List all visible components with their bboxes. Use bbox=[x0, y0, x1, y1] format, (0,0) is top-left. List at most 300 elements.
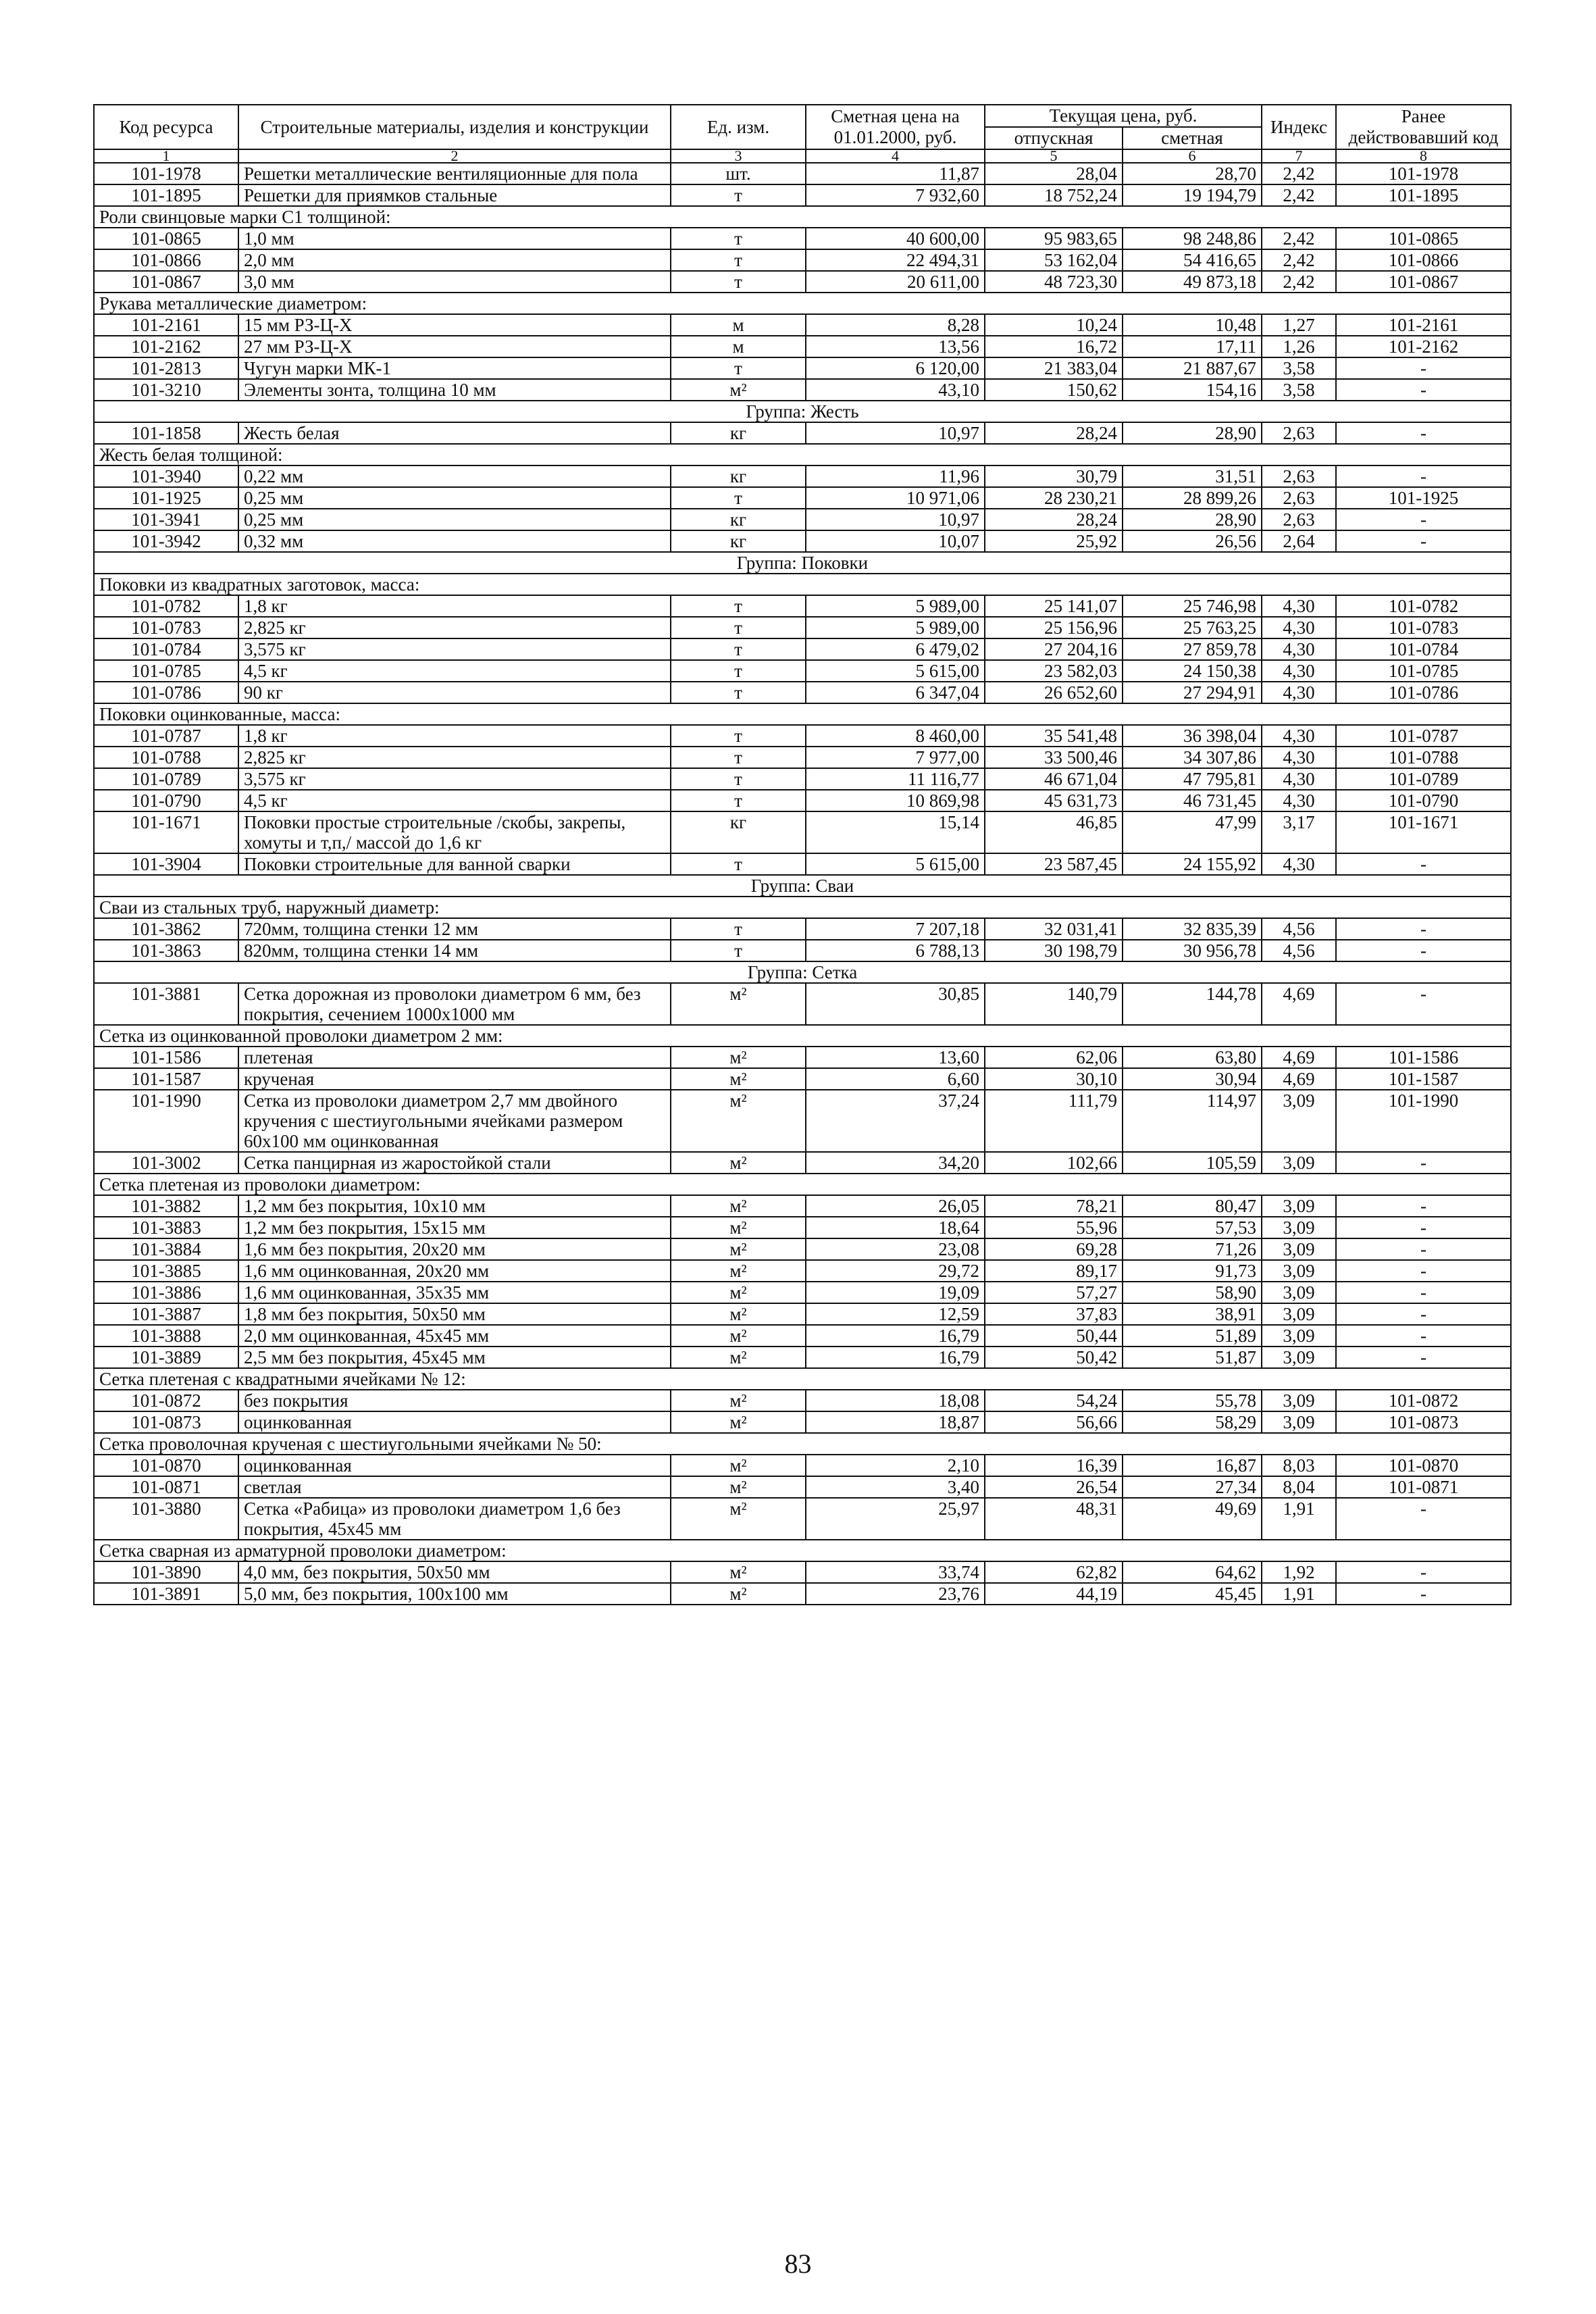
material-name-cell: Сетка «Рабица» из проволоки диаметром 1,6 без покрытия, 45х45 мм bbox=[238, 1498, 671, 1540]
material-name-cell: 90 кг bbox=[238, 682, 671, 703]
estimate-price-cell: 55,78 bbox=[1123, 1390, 1262, 1411]
resource-code-cell: 101-2813 bbox=[94, 357, 238, 379]
resource-code-cell: 101-3889 bbox=[94, 1347, 238, 1368]
resource-code-cell: 101-0785 bbox=[94, 660, 238, 682]
page-number: 83 bbox=[784, 2248, 812, 2279]
release-price-cell: 56,66 bbox=[985, 1411, 1123, 1433]
resource-code-cell: 101-0784 bbox=[94, 638, 238, 660]
unit-cell: м² bbox=[671, 1561, 806, 1583]
price-index-cell: 4,30 bbox=[1262, 682, 1336, 703]
unit-cell: т bbox=[671, 768, 806, 790]
table-row bbox=[94, 357, 1511, 379]
estimate-price-cell: 58,29 bbox=[1123, 1411, 1262, 1433]
table-row bbox=[94, 1152, 1511, 1174]
release-price-cell: 55,96 bbox=[985, 1217, 1123, 1238]
unit-cell: т bbox=[671, 660, 806, 682]
unit-cell: м² bbox=[671, 1390, 806, 1411]
material-name-cell: Решетки для приямков стальные bbox=[238, 184, 671, 206]
table-row bbox=[94, 1390, 1511, 1411]
previous-code-cell: 101-0866 bbox=[1336, 249, 1511, 271]
resource-code-cell: 101-3210 bbox=[94, 379, 238, 401]
previous-code-cell: 101-1990 bbox=[1336, 1090, 1511, 1152]
base-price-cell: 5 989,00 bbox=[806, 617, 985, 638]
unit-cell: т bbox=[671, 228, 806, 249]
estimate-price-cell: 105,59 bbox=[1123, 1152, 1262, 1174]
base-price-cell: 13,60 bbox=[806, 1047, 985, 1068]
estimate-price-cell: 45,45 bbox=[1123, 1583, 1262, 1605]
unit-cell: кг bbox=[671, 422, 806, 444]
release-price-cell: 48 723,30 bbox=[985, 271, 1123, 293]
release-price-cell: 23 587,45 bbox=[985, 853, 1123, 875]
table-row bbox=[94, 1195, 1511, 1217]
previous-code-cell: 101-1587 bbox=[1336, 1068, 1511, 1090]
group-row bbox=[94, 552, 1511, 574]
material-name-cell: 2,825 кг bbox=[238, 617, 671, 638]
price-index-cell: 2,42 bbox=[1262, 271, 1336, 293]
material-name-cell: оцинкованная bbox=[238, 1411, 671, 1433]
resource-code-cell: 101-0870 bbox=[94, 1455, 238, 1476]
base-price-cell: 10 869,98 bbox=[806, 790, 985, 811]
subsection-row bbox=[94, 1368, 1511, 1390]
table-row bbox=[94, 1303, 1511, 1325]
header-code: Код ресурса bbox=[94, 105, 238, 149]
table-row bbox=[94, 595, 1511, 617]
previous-code-cell: - bbox=[1336, 1152, 1511, 1174]
resource-code-cell: 101-2161 bbox=[94, 314, 238, 336]
price-index-cell: 1,92 bbox=[1262, 1561, 1336, 1583]
table-row bbox=[94, 1068, 1511, 1090]
estimate-price-cell: 21 887,67 bbox=[1123, 357, 1262, 379]
price-index-cell: 2,42 bbox=[1262, 228, 1336, 249]
previous-code-cell: 101-0872 bbox=[1336, 1390, 1511, 1411]
release-price-cell: 35 541,48 bbox=[985, 725, 1123, 747]
base-price-cell: 6 120,00 bbox=[806, 357, 985, 379]
unit-cell: шт. bbox=[671, 163, 806, 184]
release-price-cell: 48,31 bbox=[985, 1498, 1123, 1540]
unit-cell: м² bbox=[671, 1217, 806, 1238]
release-price-cell: 45 631,73 bbox=[985, 790, 1123, 811]
unit-cell: кг bbox=[671, 530, 806, 552]
previous-code-cell: 101-1895 bbox=[1336, 184, 1511, 206]
unit-cell: м² bbox=[671, 1282, 806, 1303]
group-title: Группа: Поковки bbox=[94, 552, 1511, 574]
resource-code-cell: 101-0866 bbox=[94, 249, 238, 271]
resource-code-cell: 101-3891 bbox=[94, 1583, 238, 1605]
group-title: Группа: Сваи bbox=[94, 875, 1511, 897]
estimate-price-cell: 28,70 bbox=[1123, 163, 1262, 184]
resource-code-cell: 101-3885 bbox=[94, 1260, 238, 1282]
column-number: 1 bbox=[94, 149, 238, 163]
table-row bbox=[94, 1282, 1511, 1303]
previous-code-cell: - bbox=[1336, 379, 1511, 401]
material-name-cell: 3,575 кг bbox=[238, 638, 671, 660]
table-row bbox=[94, 1455, 1511, 1476]
base-price-cell: 25,97 bbox=[806, 1498, 985, 1540]
subsection-row bbox=[94, 574, 1511, 595]
release-price-cell: 54,24 bbox=[985, 1390, 1123, 1411]
material-name-cell: Поковки простые строительные /скобы, закрепы, хомуты и т,п,/ массой до 1,6 кг bbox=[238, 811, 671, 853]
release-price-cell: 57,27 bbox=[985, 1282, 1123, 1303]
material-name-cell: Сетка дорожная из проволоки диаметром 6 мм, без покрытия, сечением 1000х1000 мм bbox=[238, 983, 671, 1025]
material-name-cell: 1,8 кг bbox=[238, 595, 671, 617]
material-name-cell: Поковки строительные для ванной сварки bbox=[238, 853, 671, 875]
resource-code-cell: 101-1858 bbox=[94, 422, 238, 444]
group-title: Группа: Жесть bbox=[94, 401, 1511, 422]
material-name-cell: Жесть белая bbox=[238, 422, 671, 444]
table-row bbox=[94, 790, 1511, 811]
column-number: 7 bbox=[1262, 149, 1336, 163]
base-price-cell: 6 479,02 bbox=[806, 638, 985, 660]
release-price-cell: 37,83 bbox=[985, 1303, 1123, 1325]
previous-code-cell: - bbox=[1336, 1195, 1511, 1217]
base-price-cell: 11 116,77 bbox=[806, 768, 985, 790]
previous-code-cell: 101-0790 bbox=[1336, 790, 1511, 811]
material-name-cell: 2,0 мм bbox=[238, 249, 671, 271]
release-price-cell: 27 204,16 bbox=[985, 638, 1123, 660]
release-price-cell: 28,04 bbox=[985, 163, 1123, 184]
previous-code-cell: - bbox=[1336, 1282, 1511, 1303]
material-name-cell: 3,575 кг bbox=[238, 768, 671, 790]
previous-code-cell: 101-0783 bbox=[1336, 617, 1511, 638]
price-index-cell: 4,30 bbox=[1262, 595, 1336, 617]
resource-code-cell: 101-0865 bbox=[94, 228, 238, 249]
base-price-cell: 7 207,18 bbox=[806, 918, 985, 940]
material-name-cell: оцинкованная bbox=[238, 1455, 671, 1476]
resource-code-cell: 101-3884 bbox=[94, 1238, 238, 1260]
subsection-title: Поковки из квадратных заготовок, масса: bbox=[94, 574, 1511, 595]
release-price-cell: 25 141,07 bbox=[985, 595, 1123, 617]
header-prev-code: Ранее действовавший код bbox=[1336, 105, 1511, 149]
price-index-cell: 3,58 bbox=[1262, 357, 1336, 379]
unit-cell: т bbox=[671, 940, 806, 961]
unit-cell: т bbox=[671, 918, 806, 940]
table-row bbox=[94, 1411, 1511, 1433]
material-name-cell: 1,2 мм без покрытия, 10х10 мм bbox=[238, 1195, 671, 1217]
estimate-price-cell: 26,56 bbox=[1123, 530, 1262, 552]
previous-code-cell: - bbox=[1336, 1583, 1511, 1605]
column-number: 8 bbox=[1336, 149, 1511, 163]
material-name-cell: 0,22 мм bbox=[238, 466, 671, 487]
unit-cell: м² bbox=[671, 1411, 806, 1433]
unit-cell: кг bbox=[671, 509, 806, 530]
release-price-cell: 32 031,41 bbox=[985, 918, 1123, 940]
previous-code-cell: - bbox=[1336, 1217, 1511, 1238]
resource-code-cell: 101-3904 bbox=[94, 853, 238, 875]
release-price-cell: 50,42 bbox=[985, 1347, 1123, 1368]
unit-cell: м² bbox=[671, 1498, 806, 1540]
base-price-cell: 2,10 bbox=[806, 1455, 985, 1476]
unit-cell: кг bbox=[671, 466, 806, 487]
header-release-price: отпускная bbox=[985, 127, 1123, 149]
base-price-cell: 30,85 bbox=[806, 983, 985, 1025]
table-row bbox=[94, 1476, 1511, 1498]
column-number: 2 bbox=[238, 149, 671, 163]
estimate-price-cell: 24 150,38 bbox=[1123, 660, 1262, 682]
estimate-price-cell: 27 859,78 bbox=[1123, 638, 1262, 660]
estimate-price-cell: 47 795,81 bbox=[1123, 768, 1262, 790]
unit-cell: т bbox=[671, 595, 806, 617]
release-price-cell: 30,10 bbox=[985, 1068, 1123, 1090]
price-index-cell: 1,91 bbox=[1262, 1583, 1336, 1605]
table-row bbox=[94, 747, 1511, 768]
material-name-cell: плетеная bbox=[238, 1047, 671, 1068]
base-price-cell: 3,40 bbox=[806, 1476, 985, 1498]
material-name-cell: 4,0 мм, без покрытия, 50х50 мм bbox=[238, 1561, 671, 1583]
price-index-cell: 4,56 bbox=[1262, 918, 1336, 940]
release-price-cell: 50,44 bbox=[985, 1325, 1123, 1347]
subsection-title: Жесть белая толщиной: bbox=[94, 444, 1511, 466]
price-index-cell: 1,91 bbox=[1262, 1498, 1336, 1540]
previous-code-cell: - bbox=[1336, 422, 1511, 444]
header-current-price: Текущая цена, руб. bbox=[985, 105, 1262, 127]
table-row bbox=[94, 1217, 1511, 1238]
material-name-cell: 3,0 мм bbox=[238, 271, 671, 293]
release-price-cell: 25 156,96 bbox=[985, 617, 1123, 638]
previous-code-cell: - bbox=[1336, 357, 1511, 379]
base-price-cell: 10 971,06 bbox=[806, 487, 985, 509]
unit-cell: т bbox=[671, 790, 806, 811]
base-price-cell: 16,79 bbox=[806, 1325, 985, 1347]
release-price-cell: 62,82 bbox=[985, 1561, 1123, 1583]
resource-code-cell: 101-3881 bbox=[94, 983, 238, 1025]
release-price-cell: 62,06 bbox=[985, 1047, 1123, 1068]
price-index-cell: 2,63 bbox=[1262, 487, 1336, 509]
material-name-cell: 1,6 мм оцинкованная, 20х20 мм bbox=[238, 1260, 671, 1282]
price-index-cell: 3,09 bbox=[1262, 1303, 1336, 1325]
unit-cell: м² bbox=[671, 1325, 806, 1347]
resource-code-cell: 101-0786 bbox=[94, 682, 238, 703]
material-name-cell: 5,0 мм, без покрытия, 100х100 мм bbox=[238, 1583, 671, 1605]
price-index-cell: 3,09 bbox=[1262, 1411, 1336, 1433]
price-index-cell: 3,09 bbox=[1262, 1090, 1336, 1152]
price-index-cell: 2,64 bbox=[1262, 530, 1336, 552]
estimate-price-cell: 25 746,98 bbox=[1123, 595, 1262, 617]
subsection-title: Поковки оцинкованные, масса: bbox=[94, 703, 1511, 725]
resource-code-cell: 101-3888 bbox=[94, 1325, 238, 1347]
material-name-cell: 1,0 мм bbox=[238, 228, 671, 249]
release-price-cell: 69,28 bbox=[985, 1238, 1123, 1260]
previous-code-cell: - bbox=[1336, 918, 1511, 940]
price-index-cell: 3,09 bbox=[1262, 1390, 1336, 1411]
material-name-cell: 1,2 мм без покрытия, 15х15 мм bbox=[238, 1217, 671, 1238]
table-row bbox=[94, 163, 1511, 184]
unit-cell: м² bbox=[671, 1047, 806, 1068]
estimate-price-cell: 46 731,45 bbox=[1123, 790, 1262, 811]
resource-code-cell: 101-2162 bbox=[94, 336, 238, 357]
column-number: 3 bbox=[671, 149, 806, 163]
release-price-cell: 46 671,04 bbox=[985, 768, 1123, 790]
estimate-price-cell: 28 899,26 bbox=[1123, 487, 1262, 509]
previous-code-cell: 101-1671 bbox=[1336, 811, 1511, 853]
release-price-cell: 10,24 bbox=[985, 314, 1123, 336]
release-price-cell: 140,79 bbox=[985, 983, 1123, 1025]
table-row bbox=[94, 983, 1511, 1025]
table-row bbox=[94, 940, 1511, 961]
material-name-cell: 2,0 мм оцинкованная, 45х45 мм bbox=[238, 1325, 671, 1347]
release-price-cell: 46,85 bbox=[985, 811, 1123, 853]
resource-code-cell: 101-3002 bbox=[94, 1152, 238, 1174]
unit-cell: кг bbox=[671, 811, 806, 853]
unit-cell: м² bbox=[671, 1583, 806, 1605]
resource-code-cell: 101-3882 bbox=[94, 1195, 238, 1217]
table-row bbox=[94, 466, 1511, 487]
subsection-row bbox=[94, 1540, 1511, 1561]
unit-cell: м bbox=[671, 314, 806, 336]
resource-code-cell: 101-0782 bbox=[94, 595, 238, 617]
base-price-cell: 5 615,00 bbox=[806, 660, 985, 682]
release-price-cell: 33 500,46 bbox=[985, 747, 1123, 768]
price-index-cell: 2,42 bbox=[1262, 184, 1336, 206]
unit-cell: м² bbox=[671, 1090, 806, 1152]
table-row bbox=[94, 1238, 1511, 1260]
resource-code-cell: 101-1587 bbox=[94, 1068, 238, 1090]
estimate-price-cell: 47,99 bbox=[1123, 811, 1262, 853]
base-price-cell: 10,97 bbox=[806, 422, 985, 444]
estimate-price-cell: 30 956,78 bbox=[1123, 940, 1262, 961]
estimate-price-cell: 91,73 bbox=[1123, 1260, 1262, 1282]
price-index-cell: 4,30 bbox=[1262, 638, 1336, 660]
release-price-cell: 18 752,24 bbox=[985, 184, 1123, 206]
table-row bbox=[94, 314, 1511, 336]
resource-code-cell: 101-0790 bbox=[94, 790, 238, 811]
unit-cell: м² bbox=[671, 1195, 806, 1217]
previous-code-cell: 101-0785 bbox=[1336, 660, 1511, 682]
previous-code-cell: - bbox=[1336, 466, 1511, 487]
material-name-cell: 0,25 мм bbox=[238, 487, 671, 509]
release-price-cell: 150,62 bbox=[985, 379, 1123, 401]
previous-code-cell: 101-0789 bbox=[1336, 768, 1511, 790]
estimate-price-cell: 63,80 bbox=[1123, 1047, 1262, 1068]
base-price-cell: 11,87 bbox=[806, 163, 985, 184]
table-row bbox=[94, 1047, 1511, 1068]
price-index-cell: 3,09 bbox=[1262, 1195, 1336, 1217]
unit-cell: м² bbox=[671, 1152, 806, 1174]
release-price-cell: 26,54 bbox=[985, 1476, 1123, 1498]
resource-code-cell: 101-3863 bbox=[94, 940, 238, 961]
unit-cell: м² bbox=[671, 1455, 806, 1476]
table-body bbox=[94, 163, 1511, 1605]
previous-code-cell: 101-1925 bbox=[1336, 487, 1511, 509]
subsection-row bbox=[94, 293, 1511, 314]
previous-code-cell: - bbox=[1336, 1260, 1511, 1282]
base-price-cell: 18,87 bbox=[806, 1411, 985, 1433]
release-price-cell: 16,72 bbox=[985, 336, 1123, 357]
table-row bbox=[94, 682, 1511, 703]
base-price-cell: 7 977,00 bbox=[806, 747, 985, 768]
estimate-price-cell: 49,69 bbox=[1123, 1498, 1262, 1540]
resource-code-cell: 101-1895 bbox=[94, 184, 238, 206]
price-index-cell: 4,56 bbox=[1262, 940, 1336, 961]
material-name-cell: 1,6 мм оцинкованная, 35х35 мм bbox=[238, 1282, 671, 1303]
unit-cell: т bbox=[671, 487, 806, 509]
previous-code-cell: 101-2161 bbox=[1336, 314, 1511, 336]
subsection-title: Рукава металлические диаметром: bbox=[94, 293, 1511, 314]
price-index-cell: 4,69 bbox=[1262, 983, 1336, 1025]
release-price-cell: 23 582,03 bbox=[985, 660, 1123, 682]
base-price-cell: 33,74 bbox=[806, 1561, 985, 1583]
table-row bbox=[94, 271, 1511, 293]
base-price-cell: 11,96 bbox=[806, 466, 985, 487]
previous-code-cell: - bbox=[1336, 1347, 1511, 1368]
resource-code-cell: 101-1671 bbox=[94, 811, 238, 853]
unit-cell: т bbox=[671, 271, 806, 293]
previous-code-cell: - bbox=[1336, 1325, 1511, 1347]
material-name-cell: 4,5 кг bbox=[238, 660, 671, 682]
material-name-cell: Чугун марки МК-1 bbox=[238, 357, 671, 379]
subsection-title: Сетка из оцинкованной проволоки диаметром 2 мм: bbox=[94, 1025, 1511, 1047]
unit-cell: м² bbox=[671, 983, 806, 1025]
base-price-cell: 18,64 bbox=[806, 1217, 985, 1238]
price-index-cell: 3,09 bbox=[1262, 1347, 1336, 1368]
table-row bbox=[94, 422, 1511, 444]
previous-code-cell: - bbox=[1336, 509, 1511, 530]
previous-code-cell: - bbox=[1336, 1238, 1511, 1260]
material-name-cell: 0,32 мм bbox=[238, 530, 671, 552]
table-row bbox=[94, 1561, 1511, 1583]
price-index-cell: 3,09 bbox=[1262, 1260, 1336, 1282]
estimate-price-cell: 64,62 bbox=[1123, 1561, 1262, 1583]
header-unit: Ед. изм. bbox=[671, 105, 806, 149]
unit-cell: м² bbox=[671, 379, 806, 401]
estimate-price-cell: 144,78 bbox=[1123, 983, 1262, 1025]
unit-cell: м² bbox=[671, 1476, 806, 1498]
resource-code-cell: 101-0787 bbox=[94, 725, 238, 747]
estimate-price-cell: 51,87 bbox=[1123, 1347, 1262, 1368]
unit-cell: т bbox=[671, 853, 806, 875]
price-index-cell: 4,30 bbox=[1262, 660, 1336, 682]
release-price-cell: 30,79 bbox=[985, 466, 1123, 487]
resource-code-cell: 101-3887 bbox=[94, 1303, 238, 1325]
price-table bbox=[93, 104, 1512, 1605]
material-name-cell: Сетка из проволоки диаметром 2,7 мм двойного кручения с шестиугольными ячейками размером 60х100 мм оцинкованная bbox=[238, 1090, 671, 1152]
resource-code-cell: 101-3862 bbox=[94, 918, 238, 940]
base-price-cell: 40 600,00 bbox=[806, 228, 985, 249]
base-price-cell: 37,24 bbox=[806, 1090, 985, 1152]
material-name-cell: 0,25 мм bbox=[238, 509, 671, 530]
price-index-cell: 2,42 bbox=[1262, 163, 1336, 184]
previous-code-cell: 101-0784 bbox=[1336, 638, 1511, 660]
unit-cell: м² bbox=[671, 1347, 806, 1368]
release-price-cell: 44,19 bbox=[985, 1583, 1123, 1605]
estimate-price-cell: 38,91 bbox=[1123, 1303, 1262, 1325]
estimate-price-cell: 27 294,91 bbox=[1123, 682, 1262, 703]
table-row bbox=[94, 184, 1511, 206]
estimate-price-cell: 51,89 bbox=[1123, 1325, 1262, 1347]
price-index-cell: 4,69 bbox=[1262, 1047, 1336, 1068]
base-price-cell: 20 611,00 bbox=[806, 271, 985, 293]
previous-code-cell: - bbox=[1336, 1561, 1511, 1583]
release-price-cell: 89,17 bbox=[985, 1260, 1123, 1282]
material-name-cell: светлая bbox=[238, 1476, 671, 1498]
previous-code-cell: 101-0867 bbox=[1336, 271, 1511, 293]
table-row bbox=[94, 1583, 1511, 1605]
previous-code-cell: 101-1586 bbox=[1336, 1047, 1511, 1068]
table-row bbox=[94, 336, 1511, 357]
base-price-cell: 15,14 bbox=[806, 811, 985, 853]
unit-cell: т bbox=[671, 357, 806, 379]
table-row bbox=[94, 530, 1511, 552]
table-row bbox=[94, 617, 1511, 638]
unit-cell: м² bbox=[671, 1260, 806, 1282]
previous-code-cell: - bbox=[1336, 940, 1511, 961]
base-price-cell: 34,20 bbox=[806, 1152, 985, 1174]
material-name-cell: крученая bbox=[238, 1068, 671, 1090]
estimate-price-cell: 36 398,04 bbox=[1123, 725, 1262, 747]
previous-code-cell: - bbox=[1336, 853, 1511, 875]
previous-code-cell: 101-0787 bbox=[1336, 725, 1511, 747]
unit-cell: м² bbox=[671, 1303, 806, 1325]
material-name-cell: Решетки металлические вентиляционные для пола bbox=[238, 163, 671, 184]
